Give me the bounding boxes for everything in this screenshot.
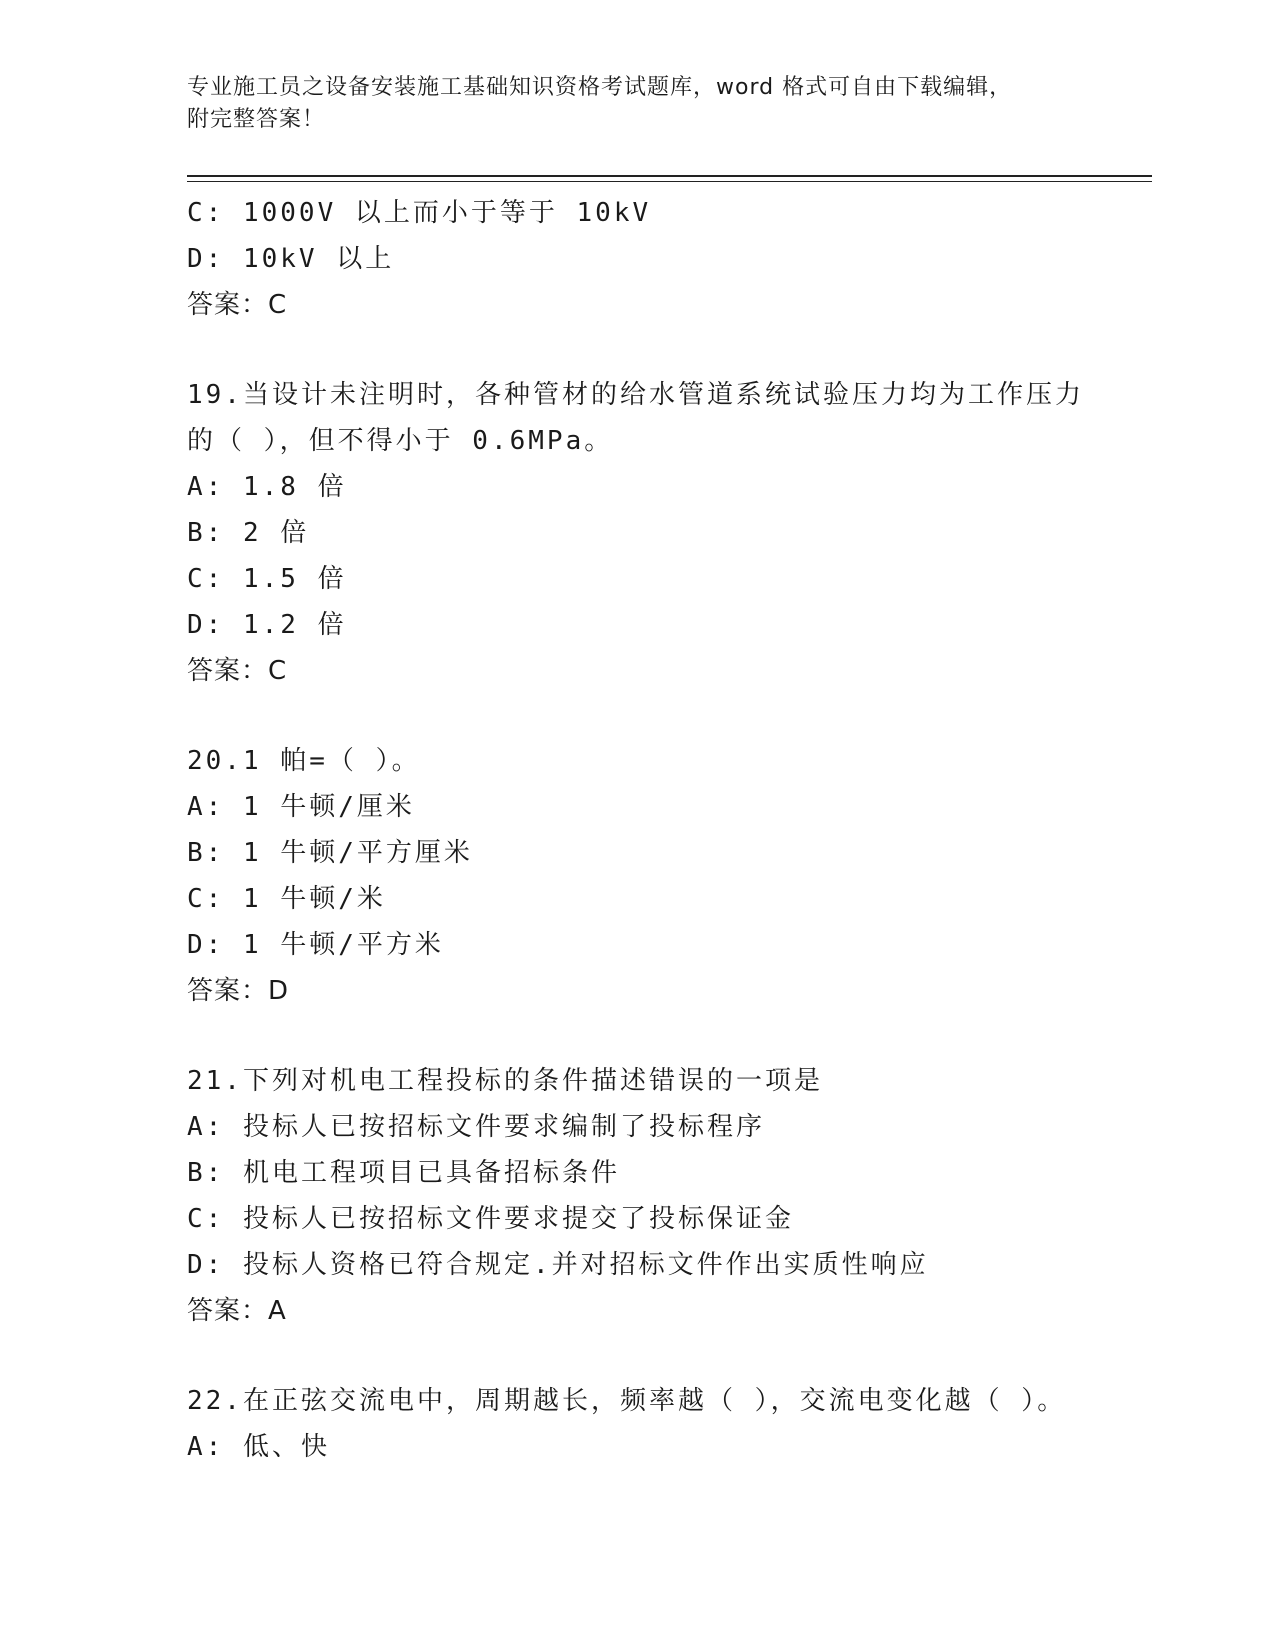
option-b: B: 机电工程项目已具备招标条件 [187,1158,620,1188]
option-d: D: 10kV 以上 [187,244,395,274]
option-a: A: 投标人已按招标文件要求编制了投标程序 [187,1112,765,1142]
answer-line: 答案：A [187,1296,287,1326]
answer-line: 答案：D [187,976,290,1006]
spacer [187,694,1147,738]
question-text-line: 19.当设计未注明时，各种管材的给水管道系统试验压力均为工作压力 [187,380,1084,410]
question-block-21 [187,1058,1147,1334]
option-c: C: 1 牛顿/米 [187,884,386,914]
option-c: C: 1.5 倍 [187,564,347,594]
option-b: B: 2 倍 [187,518,310,548]
question-block-22 [187,1378,1147,1470]
answer-line: 答案：C [187,656,288,686]
header-title-line-1: 专业施工员之设备安装施工基础知识资格考试题库，word 格式可自由下载编辑， [187,75,1013,100]
option-c: C: 投标人已按招标文件要求提交了投标保证金 [187,1204,794,1234]
spacer [187,328,1147,372]
question-block-19 [187,372,1147,694]
question-text-line: 20.1 帕=（ ）。 [187,746,421,776]
option-c: C: 1000V 以上而小于等于 10kV [187,198,652,228]
option-b: B: 1 牛顿/平方厘米 [187,838,473,868]
option-d: D: 1 牛顿/平方米 [187,930,444,960]
question-text-line: 的（ ），但不得小于 0.6MPa。 [187,426,614,456]
header-divider-thin [187,181,1152,182]
question-block-18 [187,190,1147,328]
option-d: D: 1.2 倍 [187,610,347,640]
header-divider-thick [187,175,1152,177]
question-block-20 [187,738,1147,1014]
spacer [187,1014,1147,1058]
option-d: D: 投标人资格已符合规定.并对招标文件作出实质性响应 [187,1250,929,1280]
spacer [187,1334,1147,1378]
header-title-line-2: 附完整答案！ [187,107,326,132]
document-header [187,72,1087,136]
question-text-line: 21.下列对机电工程投标的条件描述错误的一项是 [187,1066,823,1096]
option-a: A: 低、快 [187,1432,330,1462]
question-list [187,190,1147,1470]
option-a: A: 1 牛顿/厘米 [187,792,415,822]
question-text-line: 22.在正弦交流电中，周期越长，频率越（ ），交流电变化越（ ）。 [187,1386,1067,1416]
answer-line: 答案：C [187,290,288,320]
option-a: A: 1.8 倍 [187,472,347,502]
